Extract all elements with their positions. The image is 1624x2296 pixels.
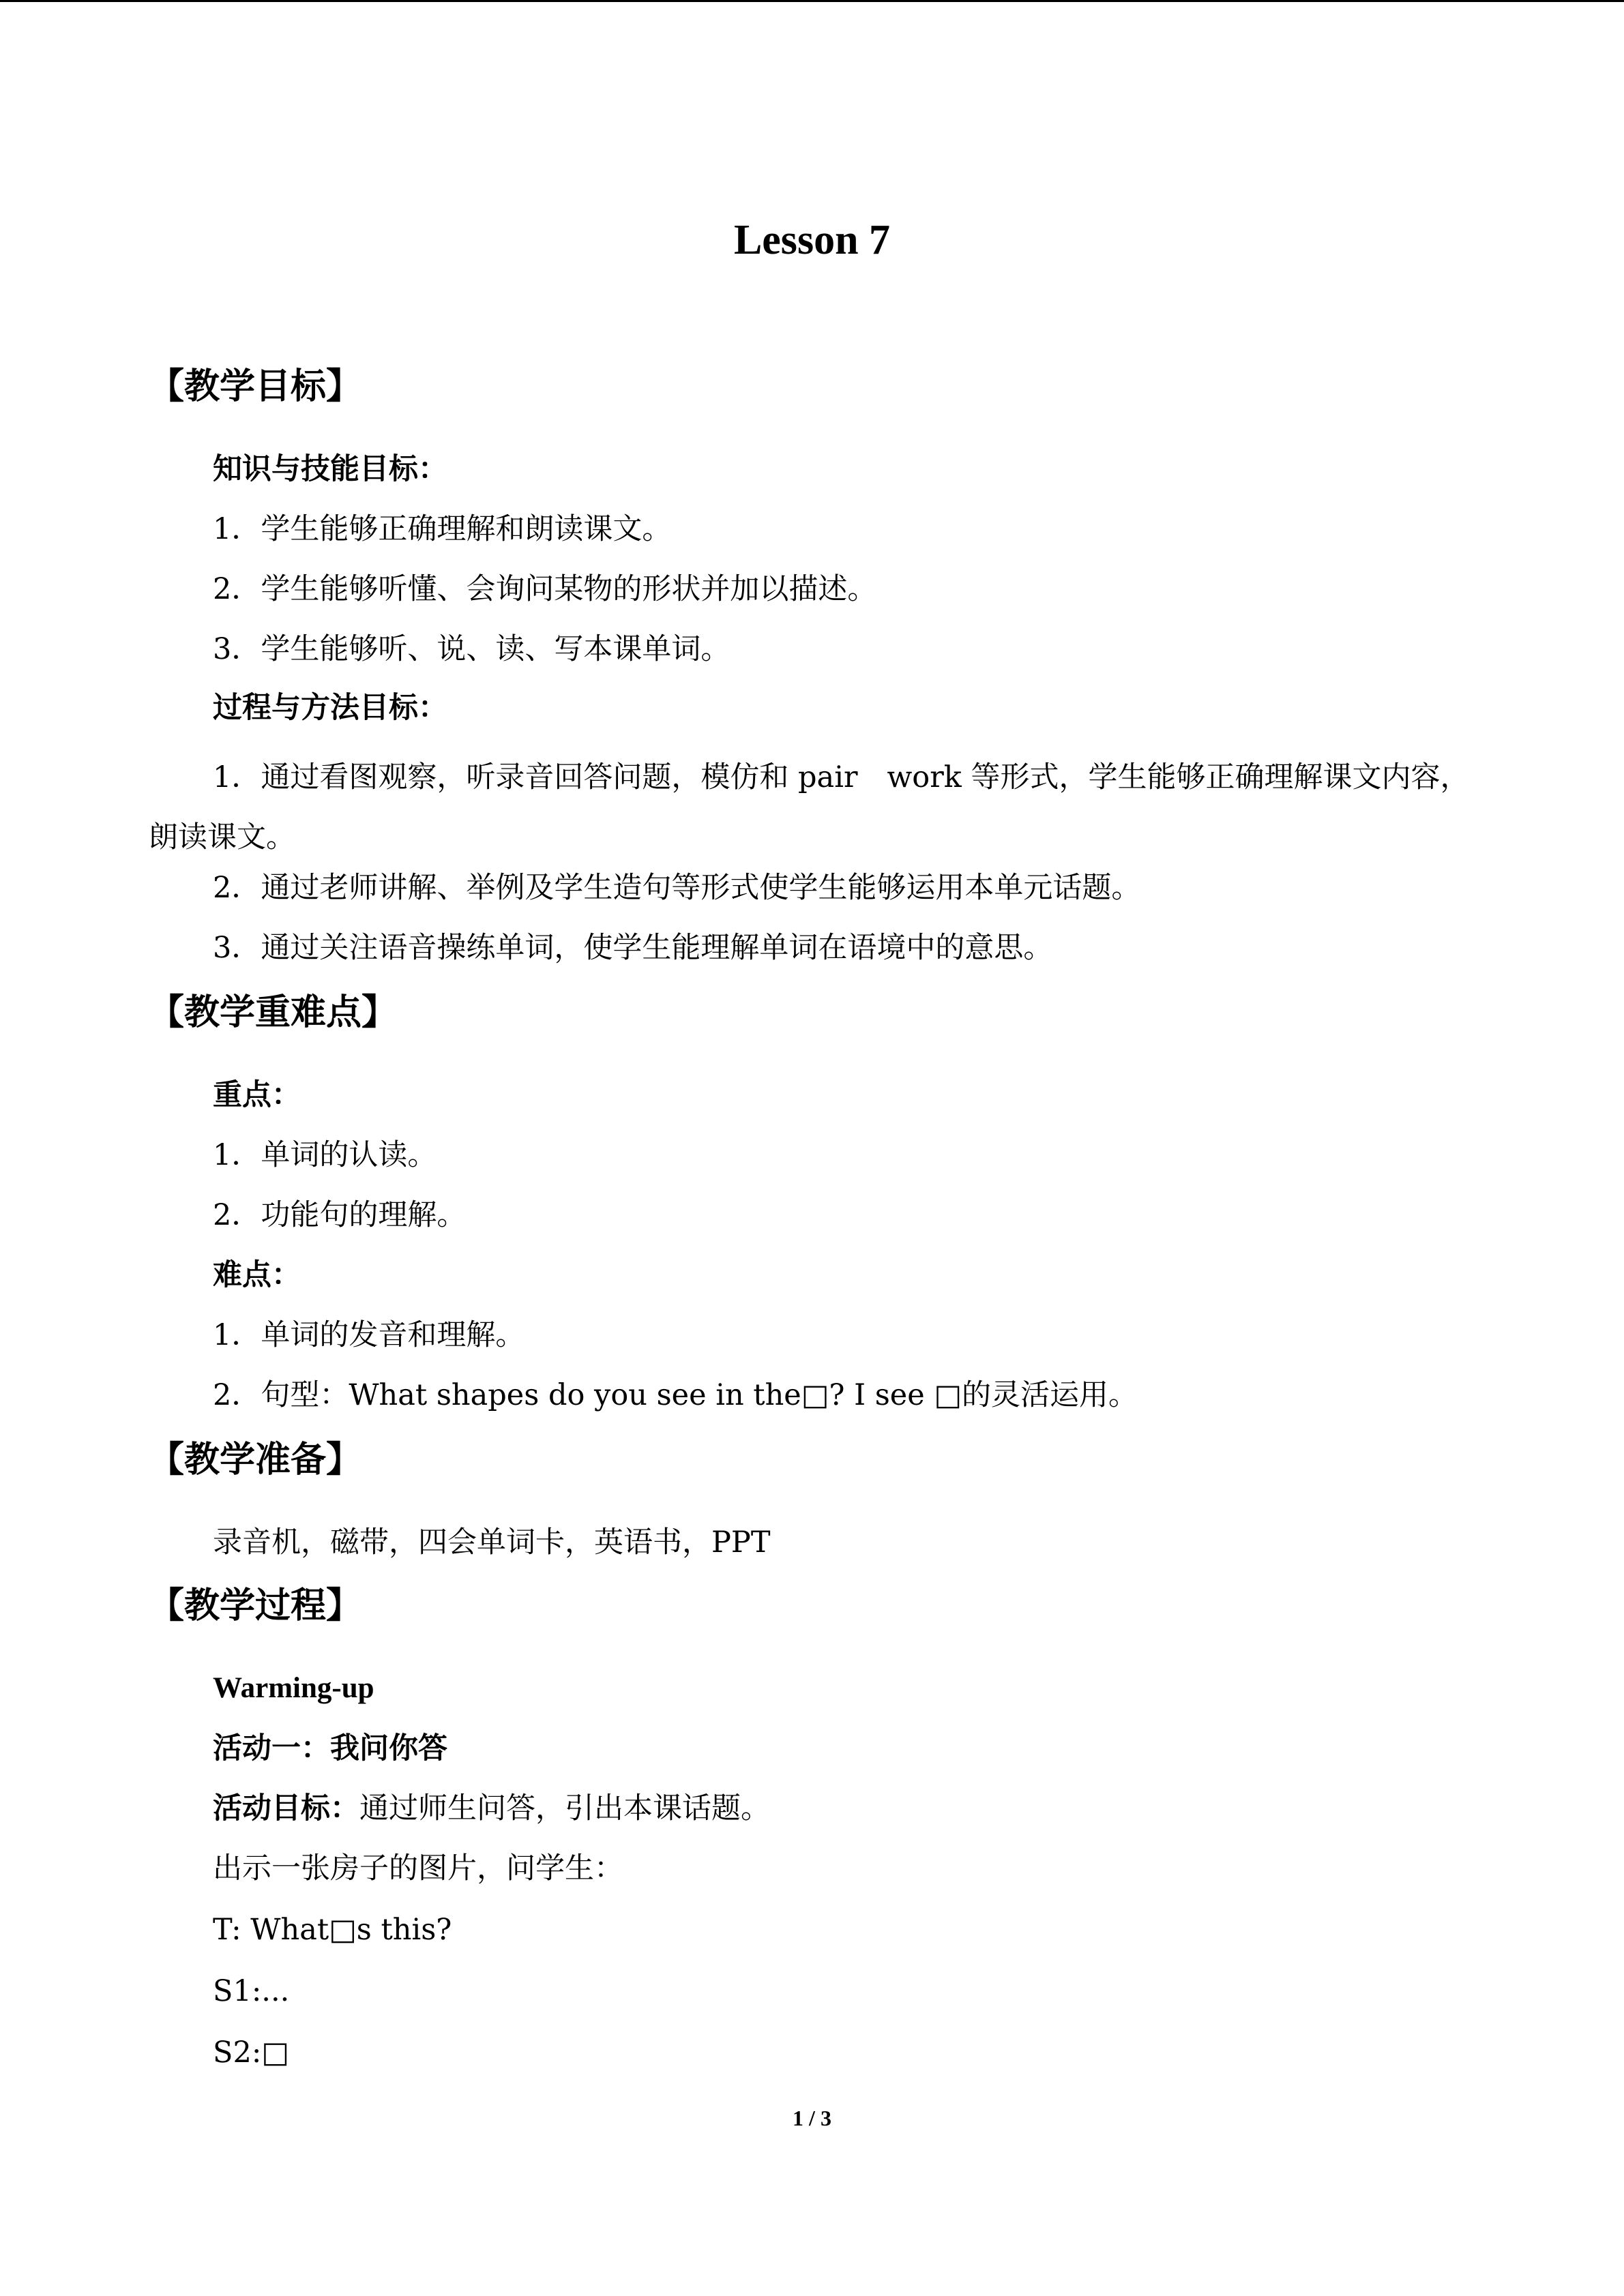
focus-item-1: 1．单词的认读。 (213, 1138, 437, 1172)
knowledge-item-1: 1．学生能够正确理解和朗读课文。 (213, 512, 672, 546)
process-item-3: 3．通过关注语音操练单词，使学生能理解单词在语境中的意思。 (213, 931, 1053, 965)
heading-key-points: 【教学重难点】 (149, 992, 398, 1033)
knowledge-item-3: 3．学生能够听、说、读、写本课单词。 (213, 632, 730, 666)
document-title: Lesson 7 (733, 217, 891, 263)
difficulty-item-2: 2．句型：What shapes do you see in the□? I see □的灵活运用。 (213, 1378, 1138, 1412)
dialogue-line-3: S2:□ (213, 2036, 289, 2070)
label-process-goals: 过程与方法目标： (213, 691, 447, 725)
heading-process: 【教学过程】 (149, 1585, 362, 1626)
process-item-2: 2．通过老师讲解、举例及学生造句等形式使学生能够运用本单元话题。 (213, 871, 1141, 905)
stage-warming-up: Warming-up (213, 1672, 374, 1704)
page-number: 1 / 3 (793, 2106, 831, 2130)
knowledge-item-2: 2．学生能够听懂、会询问某物的形状并加以描述。 (213, 572, 877, 606)
heading-objectives: 【教学目标】 (149, 366, 362, 407)
process-item-1: 1．通过看图观察，听录音回答问题，模仿和 pair work 等形式，学生能够正确理解课文内容，朗读课文。 (149, 760, 1470, 854)
focus-item-2: 2．功能句的理解。 (213, 1198, 467, 1232)
activity-goal (213, 1788, 770, 1829)
activity-instruction: 出示一张房子的图片，问学生： (213, 1851, 623, 1885)
activity-goal-text: 通过师生问答，引出本课话题。 (359, 1791, 770, 1825)
difficulty-item-1: 1．单词的发音和理解。 (213, 1318, 525, 1352)
top-border-rule (0, 0, 1624, 2)
activity-goal-label: 活动目标： (213, 1791, 359, 1825)
dialogue-line-1: T: What□s this? (213, 1913, 452, 1947)
activity-title: 活动一：我问你答 (213, 1731, 447, 1765)
label-knowledge-goals: 知识与技能目标： (213, 452, 447, 486)
label-difficulty: 难点： (213, 1258, 301, 1292)
heading-preparation: 【教学准备】 (149, 1440, 362, 1480)
preparation-materials: 录音机，磁带，四会单词卡，英语书，PPT (213, 1525, 771, 1560)
label-focus: 重点： (213, 1078, 301, 1112)
dialogue-line-2: S1:... (213, 1974, 290, 2008)
